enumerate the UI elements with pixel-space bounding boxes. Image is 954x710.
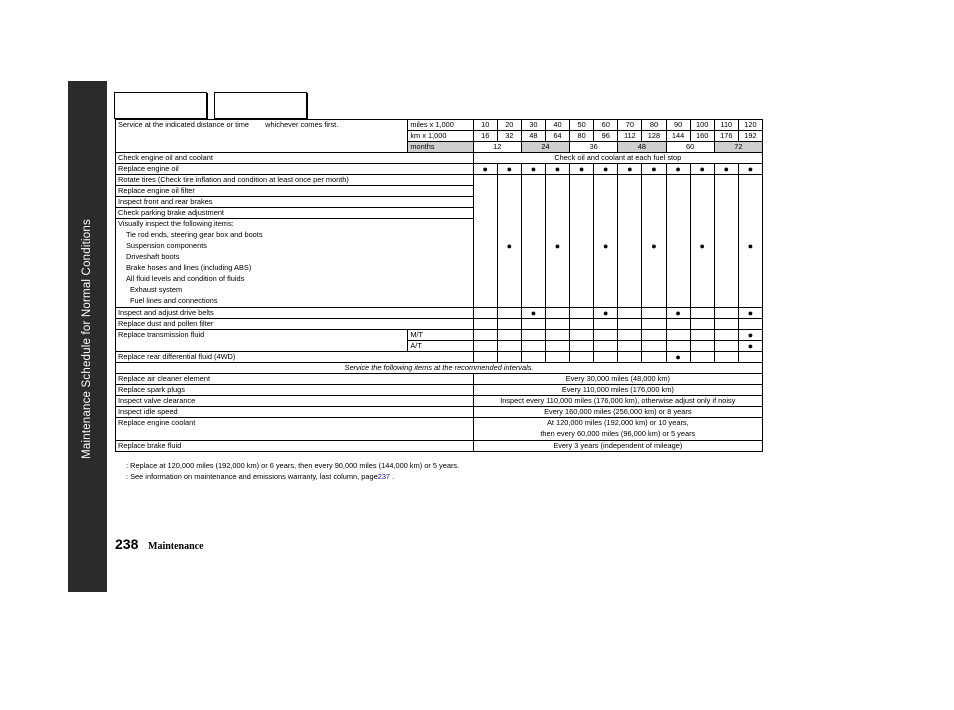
item-label: Replace engine oil filter xyxy=(116,186,473,197)
page-number: 238 xyxy=(115,536,139,552)
row-inspection-group xyxy=(116,186,763,308)
row-valve xyxy=(116,396,763,407)
km-value: 96 xyxy=(594,131,618,142)
inspection-group-labels xyxy=(116,186,474,308)
whichever-text: whichever comes first. xyxy=(265,120,339,129)
item-label: Check parking brake adjustment xyxy=(116,208,473,219)
months-label: months xyxy=(408,142,473,153)
months-value: 36 xyxy=(570,142,618,153)
service-dot: ● xyxy=(545,186,569,308)
transmission-mt-label: M/T xyxy=(408,330,473,341)
miles-value: 120 xyxy=(738,120,762,131)
row-check-oil xyxy=(116,153,763,164)
service-dot: ● xyxy=(570,164,594,175)
footnote-2-period: . xyxy=(392,472,395,481)
service-dot: ● xyxy=(594,308,618,319)
km-value: 192 xyxy=(738,131,762,142)
service-dot: ● xyxy=(618,164,642,175)
row-coolant xyxy=(116,418,763,441)
service-dot: ● xyxy=(642,186,666,308)
row-transmission-mt xyxy=(116,330,763,341)
item-label: Replace air cleaner element xyxy=(116,374,474,385)
transmission-at-label: A/T xyxy=(408,341,473,352)
item-interval-note: Every 3 years (independent of mileage) xyxy=(473,441,762,452)
sidebar-title: Maintenance Schedule for Normal Conditions xyxy=(81,219,93,459)
miles-value: 20 xyxy=(497,120,521,131)
months-value: 24 xyxy=(521,142,569,153)
header-box-right xyxy=(214,92,307,119)
footnote-2-text: : See information on maintenance and emissions warranty, last column, page xyxy=(126,472,378,481)
footnote-2 xyxy=(126,472,394,481)
miles-value: 70 xyxy=(618,120,642,131)
km-value: 112 xyxy=(618,131,642,142)
item-interval-note: Every 110,000 miles (176,000 km) xyxy=(473,385,762,396)
item-label: Inspect and adjust drive belts xyxy=(116,308,474,319)
km-value: 64 xyxy=(545,131,569,142)
item-sublabel: Brake hoses and lines (including ABS) xyxy=(126,263,252,272)
item-interval-note: Every 160,000 miles (256,000 km) or 8 years xyxy=(473,407,762,418)
item-label: Replace engine oil xyxy=(116,164,474,175)
service-dot: ● xyxy=(690,186,714,308)
service-dot: ● xyxy=(738,164,762,175)
service-dot: ● xyxy=(738,308,762,319)
service-dot: ● xyxy=(666,308,690,319)
miles-value: 90 xyxy=(666,120,690,131)
item-sublabel: Exhaust system xyxy=(130,285,183,294)
km-label: km x 1,000 xyxy=(408,131,473,142)
item-label: Rotate tires (Check tire inflation and condition at least once per month) xyxy=(116,175,474,186)
item-sublabel: All fluid levels and condition of fluids xyxy=(126,274,245,283)
months-value: 60 xyxy=(666,142,714,153)
service-dot: ● xyxy=(497,164,521,175)
item-label: Replace transmission fluid xyxy=(116,330,408,341)
header-box-left xyxy=(114,92,207,119)
row-replace-oil xyxy=(116,164,763,175)
row-spark-plugs xyxy=(116,385,763,396)
service-dot: ● xyxy=(666,352,690,363)
item-label: Inspect valve clearance xyxy=(116,396,474,407)
service-dot: ● xyxy=(473,164,497,175)
row-recommended-banner xyxy=(116,363,763,374)
item-interval-note xyxy=(473,418,762,441)
service-dot: ● xyxy=(594,164,618,175)
miles-value: 40 xyxy=(545,120,569,131)
km-value: 80 xyxy=(570,131,594,142)
miles-label: miles x 1,000 xyxy=(408,120,473,131)
km-value: 16 xyxy=(473,131,497,142)
item-interval-note: Inspect every 110,000 miles (176,000 km), otherwise adjust only if noisy xyxy=(473,396,762,407)
item-interval-note: Check oil and coolant at each fuel stop xyxy=(473,153,762,164)
service-text: Service at the indicated distance or time xyxy=(118,120,250,129)
coolant-note-line-1: At 120,000 miles (192,000 km) or 10 years, xyxy=(546,418,689,427)
item-label: Replace engine coolant xyxy=(116,418,474,441)
miles-value: 110 xyxy=(714,120,738,131)
km-value: 176 xyxy=(714,131,738,142)
footnote-1: : Replace at 120,000 miles (192,000 km) or 6 years, then every 90,000 miles (144,000 km) or 5 years. xyxy=(126,461,460,470)
service-dot: ● xyxy=(521,164,545,175)
service-dot: ● xyxy=(738,186,762,308)
service-dot: ● xyxy=(714,164,738,175)
miles-value: 80 xyxy=(642,120,666,131)
service-dot: ● xyxy=(521,308,545,319)
item-label: Check engine oil and coolant xyxy=(116,153,474,164)
item-label: Inspect front and rear brakes xyxy=(116,197,473,208)
row-rotate-tires xyxy=(116,175,763,186)
page-reference-link[interactable]: 237 xyxy=(377,472,391,481)
item-sublabel: Driveshaft boots xyxy=(126,252,180,261)
maintenance-schedule-table xyxy=(115,119,763,452)
service-dot: ● xyxy=(545,164,569,175)
row-rear-diff xyxy=(116,352,763,363)
item-sublabel: Suspension components xyxy=(126,241,207,250)
header-row-miles xyxy=(116,120,763,131)
service-dot: ● xyxy=(666,164,690,175)
service-dot: ● xyxy=(738,330,762,341)
item-label: Inspect idle speed xyxy=(116,407,474,418)
miles-value: 30 xyxy=(521,120,545,131)
item-label: Replace rear differential fluid (4WD) xyxy=(116,352,474,363)
km-value: 144 xyxy=(666,131,690,142)
row-drive-belts xyxy=(116,308,763,319)
coolant-note-line-2: then every 60,000 miles (96,000 km) or 5 years xyxy=(540,429,696,438)
service-interval-header xyxy=(116,120,408,153)
service-dot: ● xyxy=(497,186,521,308)
item-interval-note: Every 30,000 miles (48,000 km) xyxy=(473,374,762,385)
row-air-cleaner xyxy=(116,374,763,385)
item-sublabel: Fuel lines and connections xyxy=(130,296,218,305)
row-idle xyxy=(116,407,763,418)
item-label: Replace spark plugs xyxy=(116,385,474,396)
km-value: 160 xyxy=(690,131,714,142)
service-dot: ● xyxy=(594,186,618,308)
row-brake-fluid xyxy=(116,441,763,452)
km-value: 48 xyxy=(521,131,545,142)
miles-value: 60 xyxy=(594,120,618,131)
months-value: 12 xyxy=(473,142,521,153)
months-value: 72 xyxy=(714,142,762,153)
service-dot: ● xyxy=(642,164,666,175)
km-value: 32 xyxy=(497,131,521,142)
row-transmission-at xyxy=(116,341,763,352)
km-value: 128 xyxy=(642,131,666,142)
item-label: Replace brake fluid xyxy=(116,441,474,452)
item-sublabel: Tie rod ends, steering gear box and boots xyxy=(126,230,263,239)
section-title: Maintenance xyxy=(148,541,204,552)
service-dot: ● xyxy=(690,164,714,175)
recommended-intervals-banner: Service the following items at the recommended intervals. xyxy=(116,363,763,374)
miles-value: 100 xyxy=(690,120,714,131)
row-dust-filter xyxy=(116,319,763,330)
miles-value: 50 xyxy=(570,120,594,131)
service-dot: ● xyxy=(738,341,762,352)
item-label: Replace dust and pollen filter xyxy=(116,319,474,330)
miles-value: 10 xyxy=(473,120,497,131)
months-value: 48 xyxy=(618,142,666,153)
item-label: Visually inspect the following items: xyxy=(118,219,234,228)
